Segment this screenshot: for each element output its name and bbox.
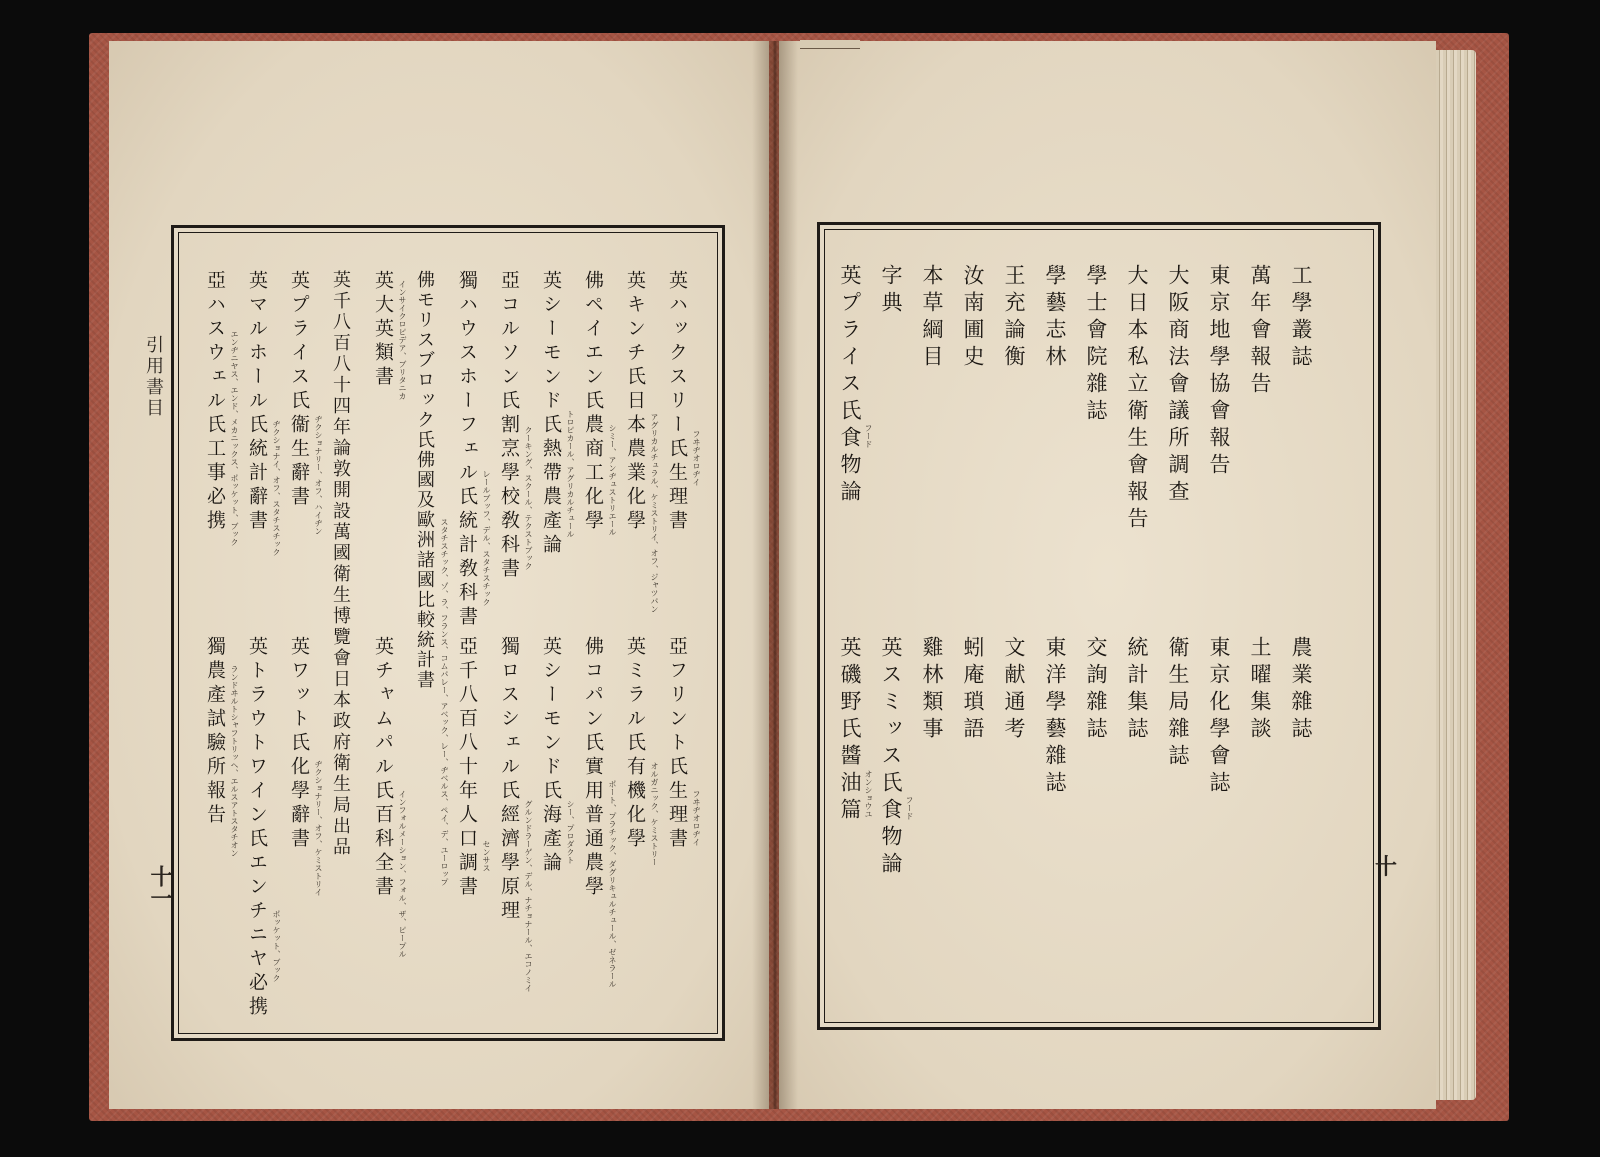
reading: フード bbox=[905, 796, 914, 820]
entry: 大阪商法會議所調查 bbox=[1166, 264, 1190, 507]
reading: シー、プロダクト bbox=[566, 800, 575, 864]
entry: 英ミラル氏有機化學 bbox=[624, 636, 646, 852]
entry: 佛ペイエン氏農商工化學 bbox=[582, 270, 604, 534]
reading: エンヂニヤス、エンド、メカニックス、ポッケット、ブック bbox=[230, 330, 239, 546]
reading: センサス bbox=[482, 840, 491, 872]
reading: ヂクショナリー、オフ、ケミストリイ bbox=[314, 760, 323, 896]
entry: 土曜集談 bbox=[1248, 636, 1272, 744]
reading: ヂクショナリー、オフ、ハイヂン bbox=[314, 415, 323, 535]
entry: 亞千八百八十年人口調書 bbox=[456, 636, 478, 900]
bookmark-tab bbox=[800, 40, 860, 49]
entry: 王充論衡 bbox=[1002, 264, 1026, 372]
entry: 英ワット氏化學辭書 bbox=[288, 636, 310, 852]
entry: 衛生局雜誌 bbox=[1166, 636, 1190, 771]
entry: 東洋學藝雜誌 bbox=[1043, 636, 1067, 798]
entry: 汝南圃史 bbox=[961, 264, 985, 372]
entry: 英千八百八十四年論敦開設萬國衛生博覽會日本政府衛生局出品 bbox=[330, 270, 351, 858]
reading: ランドヰルトシャフトリッヘ、エルスアトスタチオン bbox=[230, 665, 239, 857]
entry: 英キンチ氏日本農業化學 bbox=[624, 270, 646, 534]
entry: 統計集誌 bbox=[1125, 636, 1149, 744]
entry: 英トラウトワイン氏エンチニヤ必携 bbox=[246, 636, 268, 1020]
reading: オルガニック、ケミストリー bbox=[650, 762, 659, 866]
entry: 亞コルソン氏割烹學校敎科書 bbox=[498, 270, 520, 582]
entry: 大日本私立衛生會報告 bbox=[1125, 264, 1149, 534]
entry: 交詢雜誌 bbox=[1084, 636, 1108, 744]
entry: 雞林類事 bbox=[920, 636, 944, 744]
entry: 工學叢誌 bbox=[1289, 264, 1313, 372]
entry: 蚓庵瑣語 bbox=[961, 636, 985, 744]
reading: フード bbox=[864, 424, 873, 448]
reading: フヰヂオロヂイ bbox=[692, 790, 701, 846]
reading: スタチスチック、ゾ、ラ、フランス、コムパレー、アベック、レー、ヂベルス、ペイ、デ、ユーロップ bbox=[440, 518, 449, 886]
entry: 亞ハスウェル氏工事必携 bbox=[204, 270, 226, 534]
reading: グルンドラーゲン、デル、ナチョナール、エコノミイ bbox=[524, 800, 533, 992]
entry: 東京地學協會報告 bbox=[1207, 264, 1231, 480]
entry: 學士會院雜誌 bbox=[1084, 264, 1108, 426]
entry: 英プライス氏食物論 bbox=[838, 264, 862, 507]
entry: 獨農產試驗所報告 bbox=[204, 636, 226, 828]
running-title: 引用書目 bbox=[143, 335, 164, 419]
reading: アグリカルチュラル、ケミストリイ、オフ、ジャツパン bbox=[650, 413, 659, 613]
reading: オンショウユ bbox=[864, 770, 873, 818]
entry: 獨ハウスホーフェル氏統計敎科書 bbox=[456, 270, 478, 630]
entry: 學藝志林 bbox=[1043, 264, 1067, 372]
reading: ヂクショナイ、オフ、スタチスチック bbox=[272, 420, 281, 556]
entry: 佛モリスブロック氏佛國及歐洲諸國比較統計書 bbox=[414, 270, 435, 690]
reading: クーキング、スクール、テクストブック bbox=[524, 426, 533, 570]
entry: 英ハックスリー氏生理書 bbox=[666, 270, 688, 534]
entry: 英プライス氏衞生辭書 bbox=[288, 270, 310, 510]
entry: 獨ロスシェル氏經濟學原理 bbox=[498, 636, 520, 924]
book-gutter bbox=[752, 41, 798, 1109]
entry: 英磯野氏醬油篇 bbox=[838, 636, 862, 825]
entry: 英スミッス氏食物論 bbox=[879, 636, 903, 879]
entry: 亞フリント氏生理書 bbox=[666, 636, 688, 852]
entry: 萬年會報告 bbox=[1248, 264, 1272, 399]
entry: 農業雜誌 bbox=[1289, 636, 1313, 744]
reading: インフォルメーション、フォル、ザ、ピープル bbox=[398, 790, 407, 958]
entry: 本草綱目 bbox=[920, 264, 944, 372]
reading: レールブッフ、デル、スタチスチック bbox=[482, 470, 491, 606]
entry: 英チャムパル氏百科全書 bbox=[372, 636, 394, 900]
entry: 英マルホール氏統計辭書 bbox=[246, 270, 268, 534]
reading: トロピカール、アグリカルチュール bbox=[566, 410, 575, 538]
reading: インサイクロピデア、ブリタニカ bbox=[398, 280, 407, 400]
entry: 佛コパン氏實用普通農學 bbox=[582, 636, 604, 900]
entry: 英シーモンド氏熱帶農產論 bbox=[540, 270, 562, 558]
reading: ポート、プラチック、ダグリキュルチュール、ゼネラール bbox=[608, 780, 617, 988]
entry: 東京化學會誌 bbox=[1207, 636, 1231, 798]
entry: 字典 bbox=[879, 264, 903, 318]
reading: ポッケット、ブック bbox=[272, 910, 281, 982]
page-number: 十 bbox=[1375, 854, 1398, 880]
page-edges bbox=[1436, 50, 1476, 1100]
page-number: 十一 bbox=[147, 865, 173, 909]
entry: 英大英類書 bbox=[372, 270, 394, 390]
reading: フヰヂオロヂイ bbox=[692, 430, 701, 486]
reading: シミー、アンヂュストリエール bbox=[608, 424, 617, 536]
entry: 英シーモンド氏海產論 bbox=[540, 636, 562, 876]
entry: 文献通考 bbox=[1002, 636, 1026, 744]
